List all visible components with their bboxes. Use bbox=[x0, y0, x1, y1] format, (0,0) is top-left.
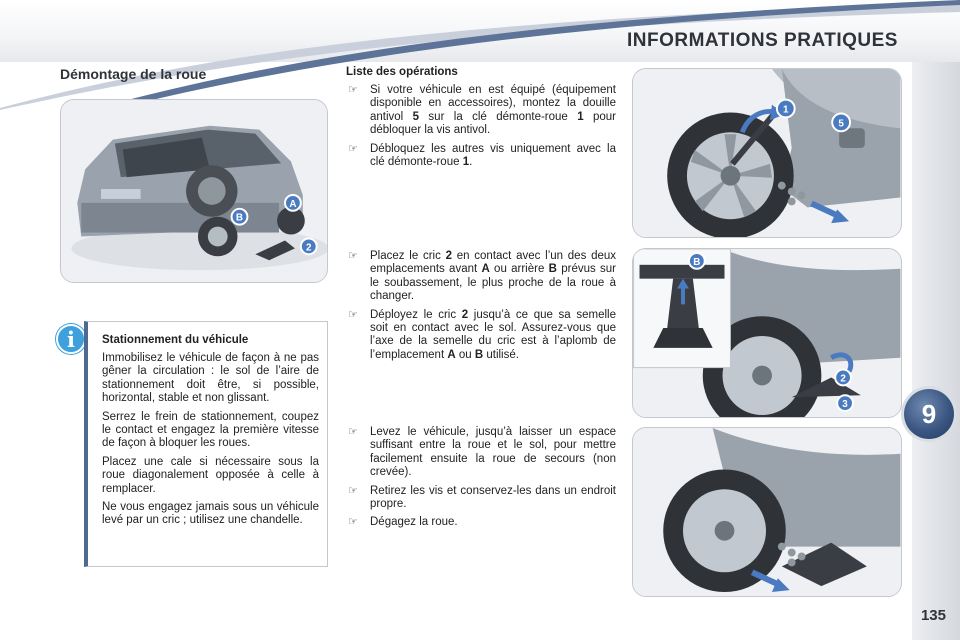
pointing-hand-icon: ☞ bbox=[348, 308, 358, 321]
callout-5 bbox=[832, 113, 850, 131]
operation-step-text: Dégagez la roue. bbox=[370, 516, 458, 529]
pointing-hand-icon: ☞ bbox=[348, 250, 358, 262]
info-paragraph: Placez une cale si nécessaire sous la roue diagonalement opposée à celle à remplacer. bbox=[102, 455, 319, 495]
info-paragraph: Serrez le frein de stationnement, coupez le contact et engagez la première vitesse de façon à bloquer les roues. bbox=[102, 410, 319, 450]
callout-2 bbox=[835, 370, 851, 386]
info-box-title: Stationnement du véhicule bbox=[102, 334, 249, 346]
operation-step bbox=[346, 426, 616, 480]
info-paragraph: Ne vous engagez jamais sous un véhicule levé par un cric ; utilisez une chandelle. bbox=[102, 501, 319, 527]
parking-info-box bbox=[84, 321, 328, 567]
svg-text:B: B bbox=[235, 212, 244, 224]
operation-step-text: Placez le cric 2 en contact avec l’un des deux emplacements avant A ou arrière B prévus sur le soubassement, le plus proche de la roue à changer. bbox=[370, 250, 617, 303]
svg-text:1: 1 bbox=[783, 104, 789, 116]
operation-step bbox=[346, 516, 616, 529]
operation-step bbox=[346, 143, 616, 170]
callout-1 bbox=[777, 100, 795, 118]
svg-text:B: B bbox=[693, 256, 701, 268]
callout-A bbox=[285, 195, 301, 211]
car-jack-points-illustration bbox=[60, 99, 328, 283]
svg-text:3: 3 bbox=[842, 399, 848, 411]
wrench-loosening-illustration bbox=[632, 68, 902, 238]
operation-step-text: Levez le véhicule, jusqu’à laisser un espace suffisant entre la roue et le sol, pour mettre facilement ensuite la roue de secours (non crevée). bbox=[370, 426, 616, 479]
info-icon: i bbox=[56, 324, 86, 354]
operation-step bbox=[346, 485, 616, 512]
pointing-hand-icon: ☞ bbox=[348, 84, 358, 96]
operations-title: Liste des opérations bbox=[346, 66, 458, 78]
svg-text:2: 2 bbox=[305, 242, 312, 254]
operation-step bbox=[346, 250, 616, 304]
svg-text:A: A bbox=[289, 198, 297, 210]
chapter-tab[interactable]: 9 bbox=[904, 389, 954, 439]
operations-group-1 bbox=[346, 66, 616, 174]
operation-step-text: Débloquez les autres vis uniquement avec la clé démonte-roue 1. bbox=[370, 142, 616, 169]
operation-step-text: Retirez les vis et conservez-les dans un endroit propre. bbox=[370, 484, 616, 511]
operations-group-2 bbox=[346, 250, 616, 367]
svg-text:5: 5 bbox=[838, 118, 844, 130]
svg-text:2: 2 bbox=[840, 373, 846, 385]
header-title: INFORMATIONS PRATIQUES bbox=[626, 30, 898, 51]
operation-step bbox=[346, 309, 616, 363]
callout-B bbox=[232, 209, 248, 225]
pointing-hand-icon: ☞ bbox=[348, 516, 358, 529]
callout-3 bbox=[837, 395, 853, 411]
section-title: Démontage de la roue bbox=[60, 66, 207, 82]
pointing-hand-icon: ☞ bbox=[348, 484, 358, 497]
callout-B bbox=[689, 253, 705, 269]
operation-step-text: Déployez le cric 2 jusqu’à ce que sa semelle soit en contact avec le sol. Assurez-vous que l’axe de la semelle du cric est à l’aplomb de l’emplacement A ou B utilisé. bbox=[370, 308, 616, 361]
page-number: 135 bbox=[920, 607, 946, 624]
operation-step bbox=[346, 84, 616, 138]
side-strip bbox=[912, 62, 960, 640]
operation-step-text: Si votre véhicule en est équipé (équipement disponible en accessoires), montez la douille antivol 5 sur la clé démonte-roue 1 pour débloquer la vis antivol. bbox=[370, 84, 617, 137]
pointing-hand-icon: ☞ bbox=[348, 142, 358, 155]
callout-2 bbox=[301, 238, 317, 254]
operations-group-3 bbox=[346, 426, 616, 535]
info-paragraph: Immobilisez le véhicule de façon à ne pas gêner la circulation : le sol de l’aire de stationnement doit être, si possible, horizontal, stable et non glissant. bbox=[102, 352, 319, 405]
pointing-hand-icon: ☞ bbox=[348, 426, 358, 438]
wheel-removal-illustration bbox=[632, 427, 902, 597]
jack-placement-illustration bbox=[632, 248, 902, 418]
